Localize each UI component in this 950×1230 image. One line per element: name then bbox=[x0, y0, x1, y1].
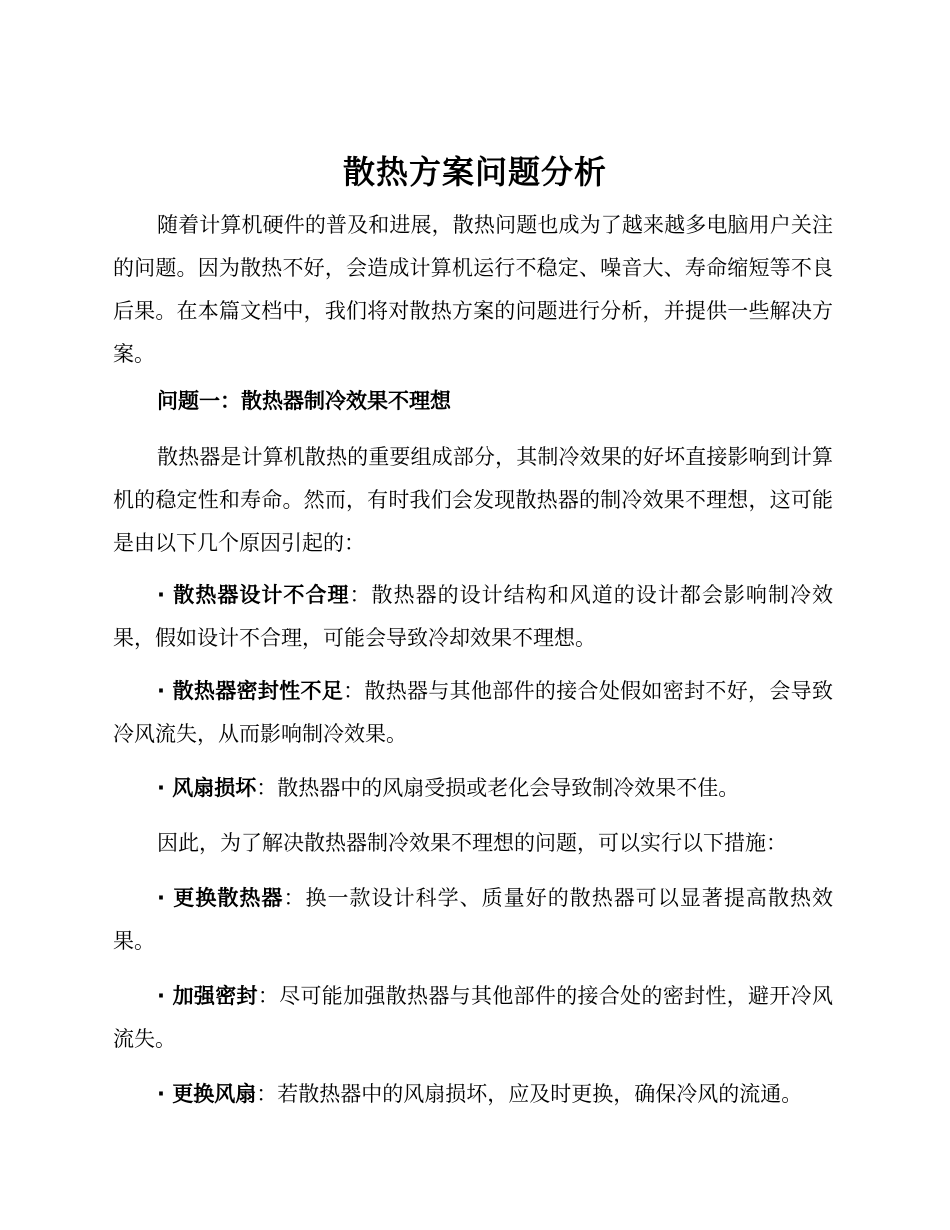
measure-item bbox=[113, 975, 833, 1061]
section-heading: 问题一：散热器制冷效果不理想 bbox=[157, 389, 451, 413]
measure-text: ：若散热器中的风扇损坏，应及时更换，确保冷风的流通。 bbox=[256, 1082, 803, 1106]
cause-text: ：散热器的设计结构和风道的设计都会影响制冷效果，假如设计不合理，可能会导致冷却效果不理想。 bbox=[113, 583, 833, 650]
measure-item bbox=[113, 877, 833, 963]
cause-label: · 风扇损坏 bbox=[157, 776, 257, 800]
cause-label: · 散热器设计不合理 bbox=[157, 583, 350, 607]
cause-text: ：散热器与其他部件的接合处假如密封不好，会导致冷风流失，从而影响制冷效果。 bbox=[113, 679, 833, 746]
section-paragraph: 散热器是计算机散热的重要组成部分，其制冷效果的好坏直接影响到计算机的稳定性和寿命。然而，有时我们会发现散热器的制冷效果不理想，这可能是由以下几个原因引起的： bbox=[113, 445, 833, 555]
intro-paragraph: 随着计算机硬件的普及和进展，散热问题也成为了越来越多电脑用户关注的问题。因为散热不好，会造成计算机运行不稳定、噪音大、寿命缩短等不良后果。在本篇文档中，我们将对散热方案的问题进行分析，并提供一些解决方案。 bbox=[113, 213, 833, 366]
cause-item bbox=[113, 670, 833, 756]
measure-label: · 加强密封 bbox=[157, 984, 258, 1008]
measure-item bbox=[113, 1073, 833, 1116]
measure-label: · 更换风扇 bbox=[157, 1082, 257, 1106]
measure-text: ：换一款设计科学、质量好的散热器可以显著提高散热效果。 bbox=[113, 886, 833, 953]
page-title: 散热方案问题分析 bbox=[342, 153, 607, 191]
measures-intro: 因此，为了解决散热器制冷效果不理想的问题，可以实行以下措施： bbox=[157, 831, 787, 855]
cause-item bbox=[113, 574, 833, 660]
cause-text: ：散热器中的风扇受损或老化会导致制冷效果不佳。 bbox=[256, 776, 740, 800]
cause-item bbox=[113, 767, 833, 810]
cause-label: · 散热器密封性不足 bbox=[157, 679, 344, 703]
measure-text: ：尽可能加强散热器与其他部件的接合处的密封性，避开冷风流失。 bbox=[113, 984, 833, 1051]
measure-label: · 更换散热器 bbox=[157, 886, 284, 910]
